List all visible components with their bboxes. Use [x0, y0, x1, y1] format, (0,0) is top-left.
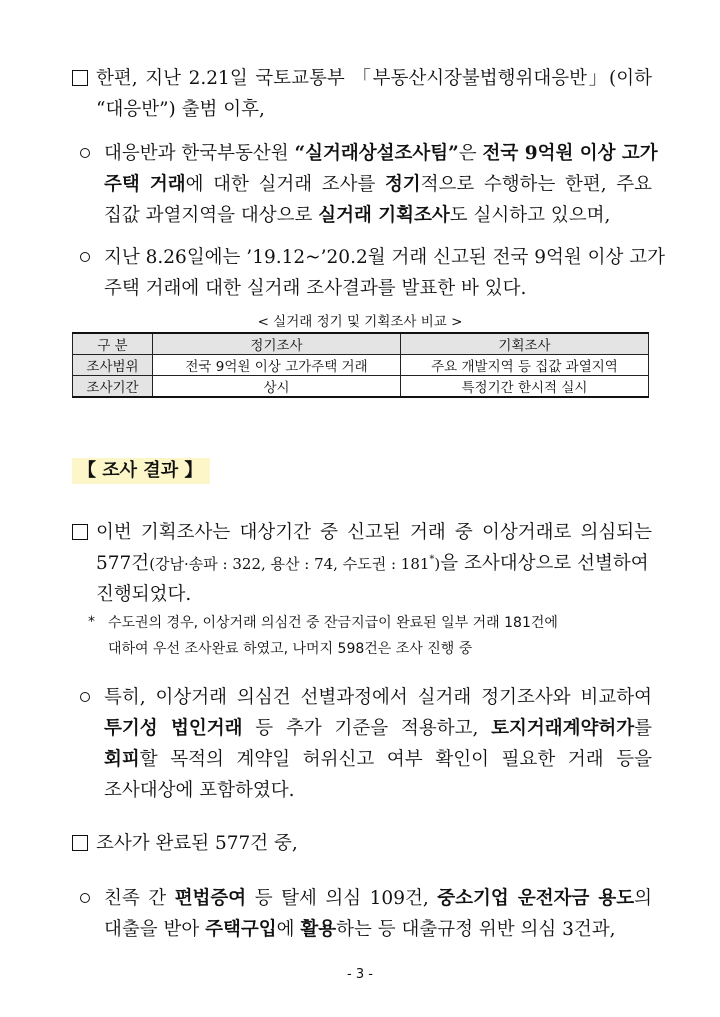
p4-text: 을 조사대상으로 선별하여	[440, 553, 649, 574]
p5-text: 할 목적의 계약일 허위신고 여부 확인이 필요한 거래 등을	[139, 749, 652, 770]
p1-line1: 한편, 지난 2.21일 국토교통부 「부동산시장불법행위대응반」(이하	[96, 68, 652, 89]
square-bullet-icon	[72, 70, 88, 86]
p7-text: 의	[634, 888, 653, 909]
square-bullet-icon	[72, 835, 88, 851]
p2-bold: 전국 9억원 이상 고가	[482, 143, 658, 164]
p5-line1: 특히, 이상거래 의심건 선별과정에서 실거래 정기조사와 비교하여	[104, 687, 652, 708]
table-caption: < 실거래 정기 및 기획조사 비교 >	[257, 314, 463, 330]
p7-text: 하는 등 대출규정 위반 의심 3건과,	[336, 919, 616, 940]
p5-line2	[104, 714, 652, 740]
p4-line2	[96, 549, 652, 575]
table-cell: 전국 9억원 이상 고가주택 거래	[153, 355, 401, 376]
circle-bullet-icon	[80, 893, 90, 903]
p4-line1: 이번 기획조사는 대상기간 중 신고된 거래 중 이상거래로 의심되는	[96, 522, 652, 543]
table-cell: 상시	[153, 376, 401, 398]
p1-line2: “대응반”) 출범 이후,	[96, 99, 265, 120]
p5-text: 등 추가 기준을 적용하고,	[242, 718, 492, 739]
note-line2: 대하여 우선 조사완료 하였고, 나머지 598건은 조사 진행 중	[108, 641, 473, 657]
table-cell: 조사범위	[73, 355, 153, 376]
p4-breakdown: (강남·송파 : 322, 용산 : 74, 수도권 : 181	[149, 555, 430, 573]
circle-bullet-icon	[80, 692, 90, 702]
p2-text: 은	[458, 143, 483, 164]
p7-bold: 편법증여	[174, 888, 247, 909]
p7-bold: 활용	[300, 919, 337, 940]
p7-text: 친족 간	[104, 888, 175, 909]
p2-bold: “실거래상설조사팀”	[294, 143, 459, 164]
p3-line1: 지난 8.26일에는 ’19.12~’20.2월 거래 신고된 전국 9억원 이상 고가	[104, 247, 665, 268]
p7-bold: 중소기업 운전자금 용도	[437, 888, 635, 909]
table-row	[73, 355, 649, 376]
circle-bullet-icon	[80, 252, 90, 262]
p5-line4: 조사대상에 포함하였다.	[104, 780, 295, 801]
p2-text: 대응반과 한국부동산원	[104, 143, 295, 164]
footnote-marker: *	[429, 553, 435, 565]
p7-line1	[104, 884, 652, 910]
table-header: 정기조사	[153, 333, 401, 355]
page-number: - 3 -	[347, 967, 373, 982]
p7-text: 대출을 받아	[104, 919, 206, 940]
p7-line2	[104, 915, 616, 941]
p4-breakdown-close: )	[434, 555, 441, 573]
circle-bullet-icon	[80, 148, 90, 158]
p2-text: 집값 과열지역을 대상으로	[104, 205, 319, 226]
p5-text: 를	[634, 718, 652, 739]
table-cell: 조사기간	[73, 376, 153, 398]
p2-line2	[104, 170, 652, 196]
p5-bold: 토지거래계약허가	[491, 718, 635, 739]
p4-count: 577건	[96, 553, 150, 574]
table-cell: 주요 개발지역 등 집값 과열지역	[401, 355, 649, 376]
p2-bold: 정기	[384, 174, 421, 195]
p6-line1: 조사가 완료된 577건 중,	[96, 833, 298, 854]
p2-text: 에 대한 실거래 조사를	[185, 174, 385, 195]
p7-text: 에	[276, 919, 301, 940]
table-header: 기획조사	[401, 333, 649, 355]
note-line1: 수도권의 경우, 이상거래 의심건 중 잔금지급이 완료된 일부 거래 181건에	[108, 615, 558, 631]
square-bullet-icon	[72, 524, 88, 540]
p2-line1	[104, 139, 658, 165]
p5-bold: 회피	[104, 749, 140, 770]
p7-bold: 주택구입	[205, 919, 277, 940]
p2-text: 도 실시하고 있으며,	[449, 205, 611, 226]
p2-bold: 주택 거래	[104, 174, 186, 195]
p3-line2: 주택 거래에 대한 실거래 조사결과를 발표한 바 있다.	[104, 278, 527, 299]
p5-line3	[104, 745, 652, 771]
p5-bold: 투기성 법인거래	[104, 718, 243, 739]
section-title: 【 조사 결과 】	[72, 458, 210, 484]
p4-line3: 진행되었다.	[96, 584, 192, 605]
table-header: 구 분	[73, 333, 153, 355]
table-row	[73, 376, 649, 398]
table-cell: 특정기간 한시적 실시	[401, 376, 649, 398]
p2-text: 적으로 수행하는 한편, 주요	[420, 174, 652, 195]
p2-line3	[104, 201, 610, 227]
p2-bold: 실거래 기획조사	[318, 205, 450, 226]
comparison-table	[72, 332, 649, 398]
p7-text: 등 탈세 의심 109건,	[246, 888, 438, 909]
note-marker: *	[88, 614, 95, 630]
